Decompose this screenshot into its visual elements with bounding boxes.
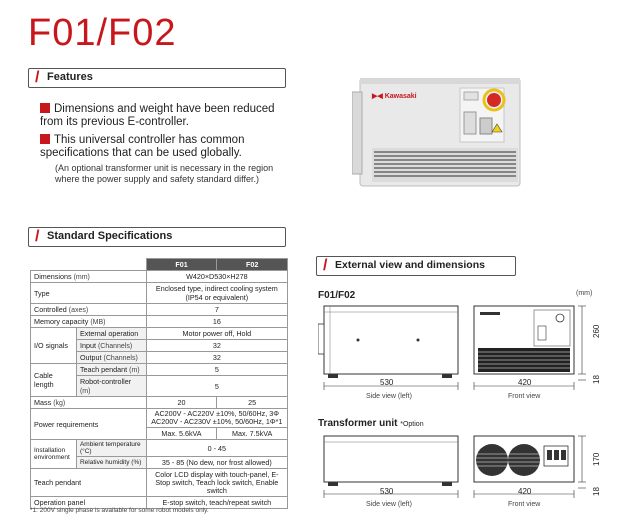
label-text: Mass <box>34 398 52 407</box>
front-view-label: Front view <box>508 393 541 400</box>
cable-robot-value: 5 <box>146 376 287 397</box>
feature-bullet-1-text: Dimensions and weight have been reduced from its previous E-controller. <box>40 103 275 128</box>
spec-table <box>30 258 288 509</box>
t-dim-420-label: 420 <box>518 487 532 496</box>
unit-text: (°C) <box>79 448 92 455</box>
row-label-memory <box>31 316 147 328</box>
t-side-view-label: Side view (left) <box>366 501 412 508</box>
specs-heading: Standard Specifications <box>47 230 173 242</box>
t-dim-530-label: 530 <box>380 487 394 496</box>
table-row <box>31 328 288 340</box>
install-hum-value: 35 - 85 (No dew, nor frost allowed) <box>146 457 287 469</box>
dim-420-label: 420 <box>518 378 532 387</box>
label-text: Robot-controller <box>79 377 132 386</box>
cable-teach-label <box>76 364 146 376</box>
row-label-teach: Teach pendant <box>31 469 147 497</box>
io-input-value: 32 <box>146 340 287 352</box>
transformer-title-text: Transformer unit <box>318 418 398 429</box>
col-f01: F01 <box>146 259 217 271</box>
install-temp-label <box>76 440 146 457</box>
value-controlled: 7 <box>146 304 287 316</box>
unit-text: (axes) <box>68 307 89 314</box>
col-f02: F02 <box>217 259 288 271</box>
power-voltage <box>146 409 287 428</box>
label-text: Ambient temperature <box>79 441 141 448</box>
row-label-install: Installation environment <box>31 440 77 469</box>
bullet-square-icon <box>40 103 50 113</box>
bullet-square-icon <box>40 134 50 144</box>
io-ext-value: Motor power off, Hold <box>146 328 287 340</box>
io-output-value: 32 <box>146 352 287 364</box>
table-row <box>31 283 288 304</box>
row-label-mass <box>31 397 147 409</box>
io-input-label <box>76 340 146 352</box>
feature-bullet-2 <box>40 134 278 160</box>
unit-text: (Channels) <box>103 355 138 362</box>
value-panel: E-stop switch, teach/repeat switch <box>146 497 287 509</box>
dim-260-label: 260 <box>592 324 601 338</box>
table-row <box>31 397 288 409</box>
t-front-view-label: Front view <box>508 501 541 508</box>
table-row <box>31 316 288 328</box>
transformer-front-drawing <box>470 432 600 502</box>
external-unit: (mm) <box>576 290 593 297</box>
row-label-cable: Cable length <box>31 364 77 397</box>
value-memory: 16 <box>146 316 287 328</box>
unit-text: (Channels) <box>97 343 133 350</box>
unit-text: (mm) <box>73 274 90 281</box>
label-text: Controlled <box>34 305 67 314</box>
dim-530-label: 530 <box>380 378 394 387</box>
label-text: Input <box>79 341 96 350</box>
unit-text: (m) <box>129 367 140 374</box>
external-model: F01/F02 <box>318 290 356 301</box>
cable-robot-label <box>76 376 146 397</box>
page-title: F01/F02 <box>28 12 177 54</box>
feature-bullet-1 <box>40 103 278 129</box>
mass-f02: 25 <box>217 397 288 409</box>
t-dim-170-label: 170 <box>592 452 601 466</box>
slash-icon: / <box>323 257 328 274</box>
brand-logo: ▶◀ Kawasaki <box>372 93 417 100</box>
label-text: Teach pendant <box>79 365 128 374</box>
label-text: Output <box>79 353 102 362</box>
value-dimensions: W420×D530×H278 <box>146 271 287 283</box>
power-line-2: AC200V - AC230V ±10%, 50/60Hz, 1Φ*1 <box>151 417 283 426</box>
io-output-label <box>76 352 146 364</box>
table-row <box>31 364 288 376</box>
row-label-controlled <box>31 304 147 316</box>
feature-note: (An optional transformer unit is necessary in the region where the power supply and safety standard differ.) <box>55 163 274 184</box>
label-text: Memory capacity <box>34 317 89 326</box>
row-label-panel: Operation panel <box>31 497 147 509</box>
unit-text: (kg) <box>53 400 66 407</box>
value-teach: Color LCD display with touch-panel, E-Stop switch, Teach lock switch, Enable switch <box>146 469 287 497</box>
power-f01-max: Max. 5.6kVA <box>146 428 217 440</box>
table-row <box>31 409 288 428</box>
install-hum-label <box>76 457 146 469</box>
transformer-title <box>318 418 424 429</box>
row-label-type: Type <box>31 283 147 304</box>
value-type: Enclosed type, indirect cooling system (IP54 or equivalent) <box>146 283 287 304</box>
table-row <box>31 271 288 283</box>
row-label-power: Power requirements <box>31 409 147 440</box>
io-ext-label: External operation <box>76 328 146 340</box>
table-header-row <box>31 259 288 271</box>
label-text: Dimensions <box>34 272 72 281</box>
power-line-1: AC200V - AC220V ±10%, 50/60Hz, 3Φ <box>154 409 280 418</box>
front-view-drawing <box>470 304 600 396</box>
external-heading: External view and dimensions <box>335 259 485 271</box>
specs-heading-bar <box>28 227 286 247</box>
features-heading-bar <box>28 68 286 88</box>
slash-icon: / <box>35 228 40 245</box>
table-row <box>31 440 288 457</box>
mass-f01: 20 <box>146 397 217 409</box>
table-row <box>31 304 288 316</box>
table-row <box>31 469 288 497</box>
t-dim-18-label: 18 <box>592 487 601 496</box>
unit-text: (MB) <box>90 319 106 326</box>
external-heading-bar <box>316 256 516 276</box>
brand-logo-text: Kawasaki <box>384 93 417 100</box>
install-temp-value: 0 - 45 <box>146 440 287 457</box>
row-label-io: I/O signals <box>31 328 77 364</box>
cable-teach-value: 5 <box>146 364 287 376</box>
dim-18-label: 18 <box>592 375 601 384</box>
side-view-label: Side view (left) <box>366 393 412 400</box>
transformer-option: *Option <box>400 421 424 428</box>
feature-bullet-2-text: This universal controller has common specifications that can be used globally. <box>40 134 245 159</box>
row-label-dimensions <box>31 271 147 283</box>
unit-text: (%) <box>131 459 142 466</box>
power-f02-max: Max. 7.5kVA <box>217 428 288 440</box>
unit-text: (m) <box>79 388 91 395</box>
label-text: Relative humidity <box>79 459 130 466</box>
slash-icon: / <box>35 69 40 86</box>
spec-footnote: *1: 200V single phase is available for some robot models only. <box>30 507 209 514</box>
features-heading: Features <box>47 71 93 83</box>
